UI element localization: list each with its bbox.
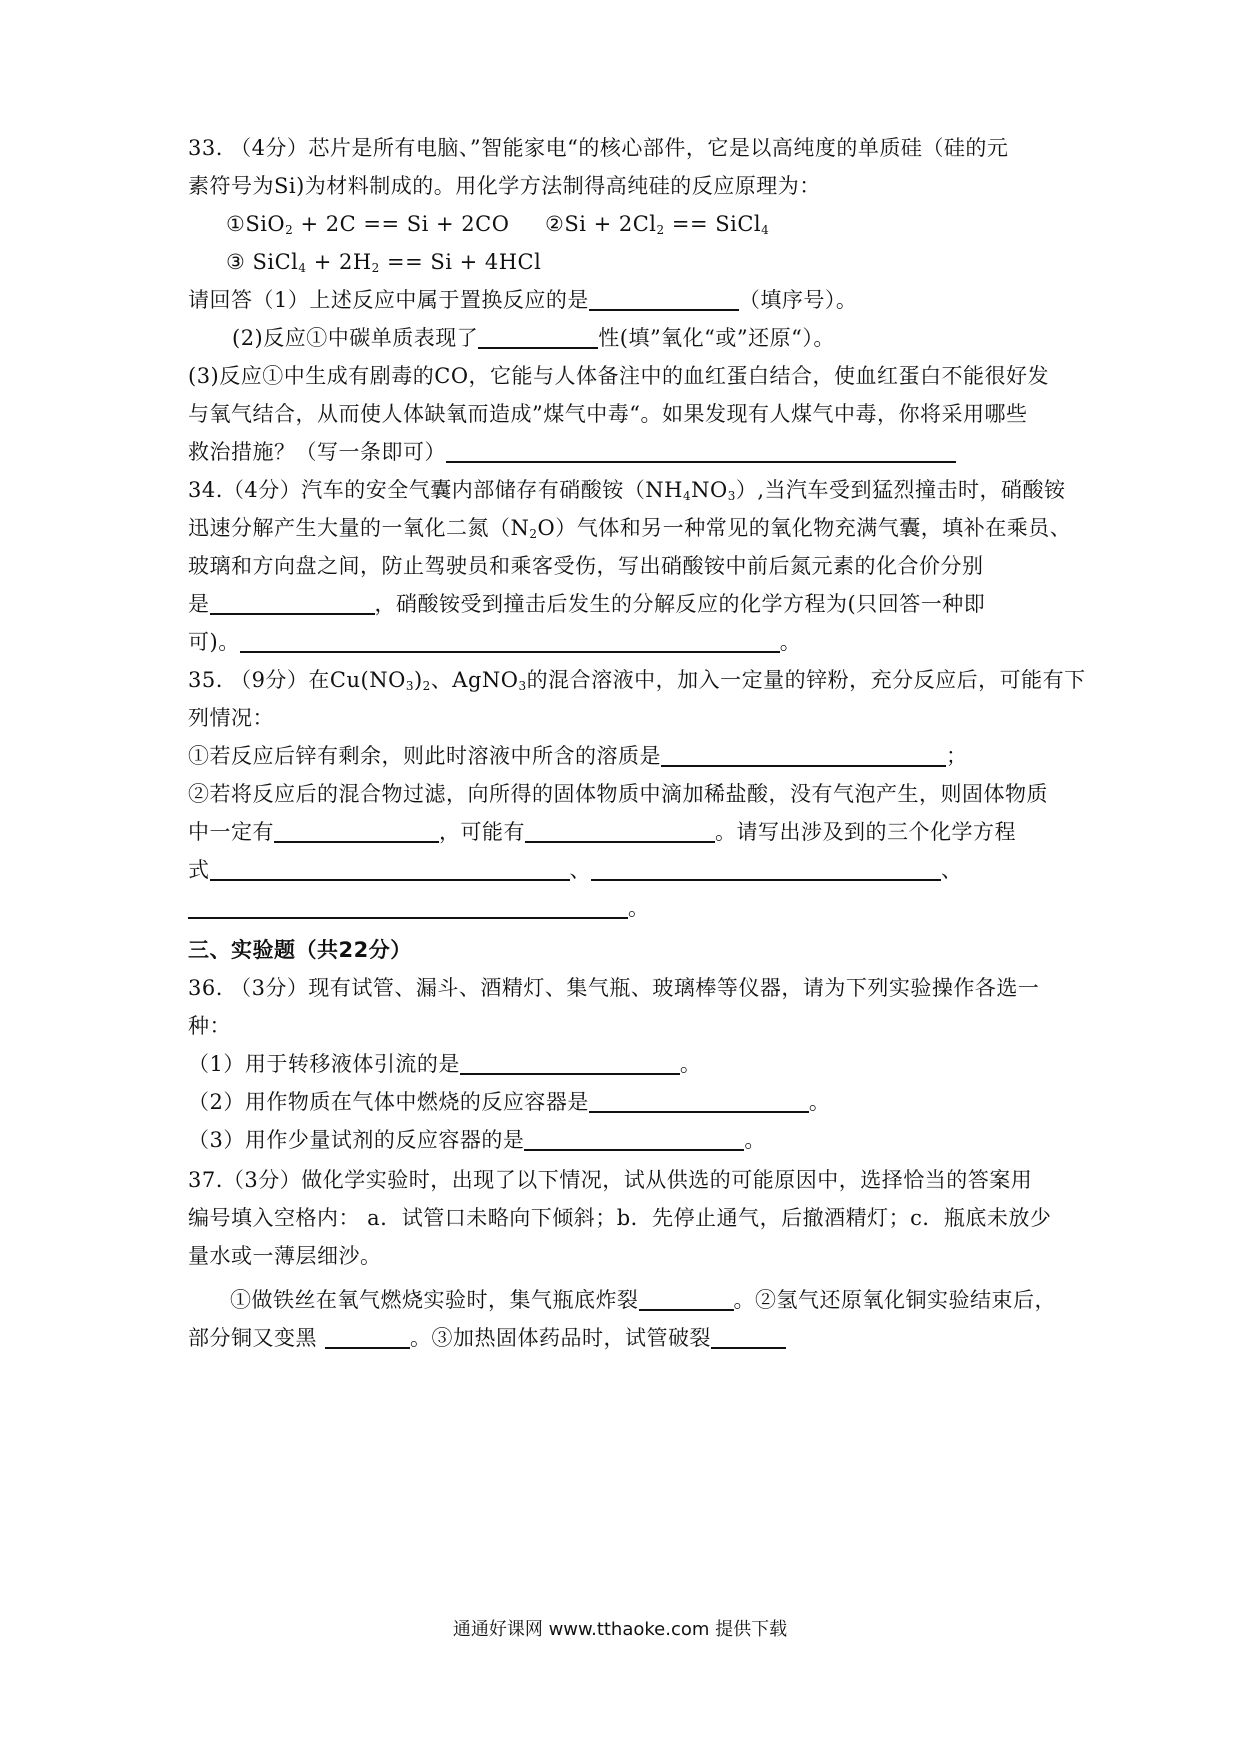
page-footer: 通通好课网 www.tthaoke.com 提供下载 [452, 1619, 788, 1640]
answer-blank[interactable] [639, 1287, 734, 1311]
answer-blank[interactable] [240, 629, 780, 653]
q36-item-1: （1）用于转移液体引流的是 。 [188, 1052, 702, 1076]
q35-line-2: 列情况： [188, 706, 274, 730]
q37-line-4: ①做铁丝在氧气燃烧实验时，集气瓶底炸裂 。②氢气还原氧化铜实验结束后， [230, 1288, 1056, 1312]
q35-line-6: 式 、 、 [188, 858, 963, 882]
answer-blank[interactable] [478, 325, 598, 349]
q34-line-5: 可)。 。 [188, 630, 802, 654]
q34-line-1: 34.（4分）汽车的安全气囊内部储存有硝酸铵$(NH_4NO_3)$,当汽车受到猛烈撞击时，硝酸铵 [188, 478, 1066, 503]
q35-line-7: 。 [188, 894, 650, 922]
q33-line-2: 素符号为Si)为材料制成的。用化学方法制得高纯硅的反应原理为： [188, 174, 821, 198]
q34-line-3: 玻璃和方向盘之间，防止驾驶员和乘客受伤，写出硝酸铵中前后氮元素的化合价分别 [188, 554, 984, 578]
q33-part-2: (2)反应①中碳单质表现了 性(填”氧化“或”还原“）。 [232, 326, 835, 350]
answer-blank[interactable] [188, 895, 628, 919]
q33-part-3-line-3: 救治措施？（写一条即可） [188, 438, 956, 466]
q33-line-1: 33. （4分）芯片是所有电脑、”智能家电“的核心部件，它是以高纯度的单质硅（硅的元 [188, 136, 1009, 160]
q33-reaction-3: ③ SiCl$_4$ + $2H_2 == Si + 4HCl$ [226, 250, 542, 275]
answer-blank[interactable] [446, 439, 956, 463]
q34-line-4: 是 ，硝酸铵受到撞击后发生的分解反应的化学方程为(只回答一种即 [188, 592, 986, 616]
q36-item-3: （3）用作少量试剂的反应容器的是 。 [188, 1128, 766, 1152]
answer-blank[interactable] [325, 1325, 410, 1349]
q35-line-4: ②若将反应后的混合物过滤，向所得的固体物质中滴加稀盐酸，没有气泡产生，则固体物质 [188, 782, 1048, 806]
q33-reaction-2: ②Si + $2Cl_2$ == SiCl$_4$ [545, 212, 770, 237]
answer-blank[interactable] [589, 287, 739, 311]
q36-line-2: 种： [188, 1014, 231, 1038]
q33-reaction-1: ①SiO$_2$ + 2C == Si + 2CO [226, 212, 510, 237]
answer-blank[interactable] [210, 591, 375, 615]
q37-line-1: 37.（3分）做化学实验时，出现了以下情况，试从供选的可能原因中，选择恰当的答案用 [188, 1168, 1033, 1192]
q35-line-1: 35. （9分）在$Cu(NO_3)_2$、AgNO$_3$的混合溶液中，加入一定量的锌粉，充分反应后，可能有下 [188, 668, 1086, 693]
q33-part-1: 请回答（1）上述反应中属于置换反应的是 （填序号）。 [188, 288, 858, 312]
answer-blank[interactable] [711, 1325, 786, 1349]
section-title: 三、实验题（共22分） [188, 938, 412, 962]
answer-blank[interactable] [589, 1089, 809, 1113]
q33-part-3-line-2: 与氧气结合，从而使人体缺氧而造成”煤气中毒“。如果发现有人煤气中毒，你将采用哪些 [188, 402, 1028, 426]
q37-line-5: 部分铜又变黑 。③加热固体药品时，试管破裂 [188, 1324, 786, 1352]
answer-blank[interactable] [274, 819, 439, 843]
answer-blank[interactable] [524, 1127, 744, 1151]
answer-blank[interactable] [661, 743, 946, 767]
answer-blank[interactable] [525, 819, 715, 843]
q35-line-3: ①若反应后锌有剩余，则此时溶液中所含的溶质是 ； [188, 744, 968, 768]
answer-blank[interactable] [591, 857, 941, 881]
answer-blank[interactable] [460, 1051, 680, 1075]
q36-item-2: （2）用作物质在气体中燃烧的反应容器是 。 [188, 1090, 831, 1114]
q33-part-3-line-1: (3)反应①中生成有剧毒的CO，它能与人体备注中的血红蛋白结合，使血红蛋白不能很好发 [188, 364, 1050, 388]
answer-blank[interactable] [210, 857, 570, 881]
q37-line-3: 量水或一薄层细沙。 [188, 1244, 382, 1268]
q36-line-1: 36. （3分）现有试管、漏斗、酒精灯、集气瓶、玻璃棒等仪器，请为下列实验操作各选一 [188, 976, 1040, 1000]
q34-line-2: 迅速分解产生大量的一氧化二氮$(N_2O)$气体和另一种常见的氧化物充满气囊，填补在乘员、 [188, 516, 1072, 541]
q37-line-2: 编号填入空格内： a．试管口未略向下倾斜；b．先停止通气，后撤酒精灯；c．瓶底未放少 [188, 1206, 1052, 1230]
q35-line-5: 中一定有 ，可能有 。请写出涉及到的三个化学方程 [188, 820, 1016, 844]
